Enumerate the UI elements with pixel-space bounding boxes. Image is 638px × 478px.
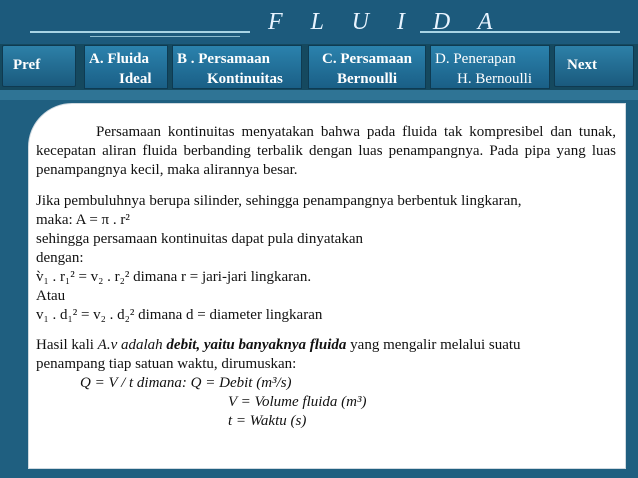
- text-hasil-pre: Hasil kali: [36, 337, 98, 353]
- text-line: maka: A = π . r²: [36, 212, 130, 228]
- tab-label-line1: A. Fluida: [89, 51, 150, 67]
- next-button[interactable]: [554, 45, 634, 87]
- tab-label-line1: B . Persamaan: [177, 51, 270, 67]
- paragraph-kontinuitas: Persamaan kontinuitas menyatakan bahwa pada fluida tak kompresibel dan tunak, kecepatan aliran fluida berbanding terbalik dengan luas penampangnya. Pada pipa yang luas penampangnya kecil, maka alirannya besar.: [36, 124, 616, 178]
- decorative-line: [30, 31, 250, 33]
- prev-button-label: Pref: [13, 57, 41, 73]
- text-hasil-post: yang mengalir melalui suatu: [346, 337, 521, 353]
- tab-persamaan-kontinuitas[interactable]: [172, 45, 302, 89]
- page-title: F L U I D A: [268, 9, 504, 35]
- text-line: Atau: [36, 288, 66, 304]
- text-hasil-av: A.v adalah: [97, 337, 167, 353]
- formula-v: V = Volume fluida (m³): [228, 394, 367, 410]
- tab-persamaan-bernoulli[interactable]: [308, 45, 426, 89]
- formula-q: Q = V / t dimana: Q = Debit (m³/s): [80, 375, 292, 391]
- tab-label-line2: H. Bernoulli: [457, 71, 532, 87]
- text-line: sehingga persamaan kontinuitas dapat pula dinyatakan: [36, 231, 363, 247]
- equation-diameter: v₁ . d₁² = v₂ . d₂² dimana d = diameter lingkaran: [36, 307, 323, 323]
- tab-fluida-ideal[interactable]: [84, 45, 168, 89]
- tab-label-line2: Kontinuitas: [207, 71, 283, 87]
- tab-penerapan-bernoulli[interactable]: [430, 45, 550, 89]
- next-button-label: Next: [567, 57, 597, 73]
- tab-label-line1: D. Penerapan: [435, 51, 516, 67]
- prev-button[interactable]: [2, 45, 76, 87]
- content-text: [36, 123, 616, 431]
- decorative-line: [90, 36, 240, 37]
- text-line: dengan:: [36, 250, 84, 266]
- text-line: penampang tiap satuan waktu, dirumuskan:: [36, 356, 297, 372]
- tab-label-line2: Bernoulli: [336, 71, 397, 87]
- formula-t: t = Waktu (s): [228, 413, 307, 429]
- equation-radius: v̀₁ . r₁² = v₂ . r₂² dimana r = jari-jari lingkaran.: [36, 269, 312, 285]
- tab-label-line1: C. Persamaan: [322, 51, 412, 67]
- text-line: Jika pembuluhnya berupa silinder, sehingga penampangnya berbentuk lingkaran,: [36, 193, 522, 209]
- tab-label-line2: Ideal: [119, 71, 152, 87]
- divider-band: [0, 90, 638, 100]
- text-hasil-debit: debit, yaitu banyaknya fluida: [166, 337, 347, 353]
- text-line-hasil: [36, 336, 616, 355]
